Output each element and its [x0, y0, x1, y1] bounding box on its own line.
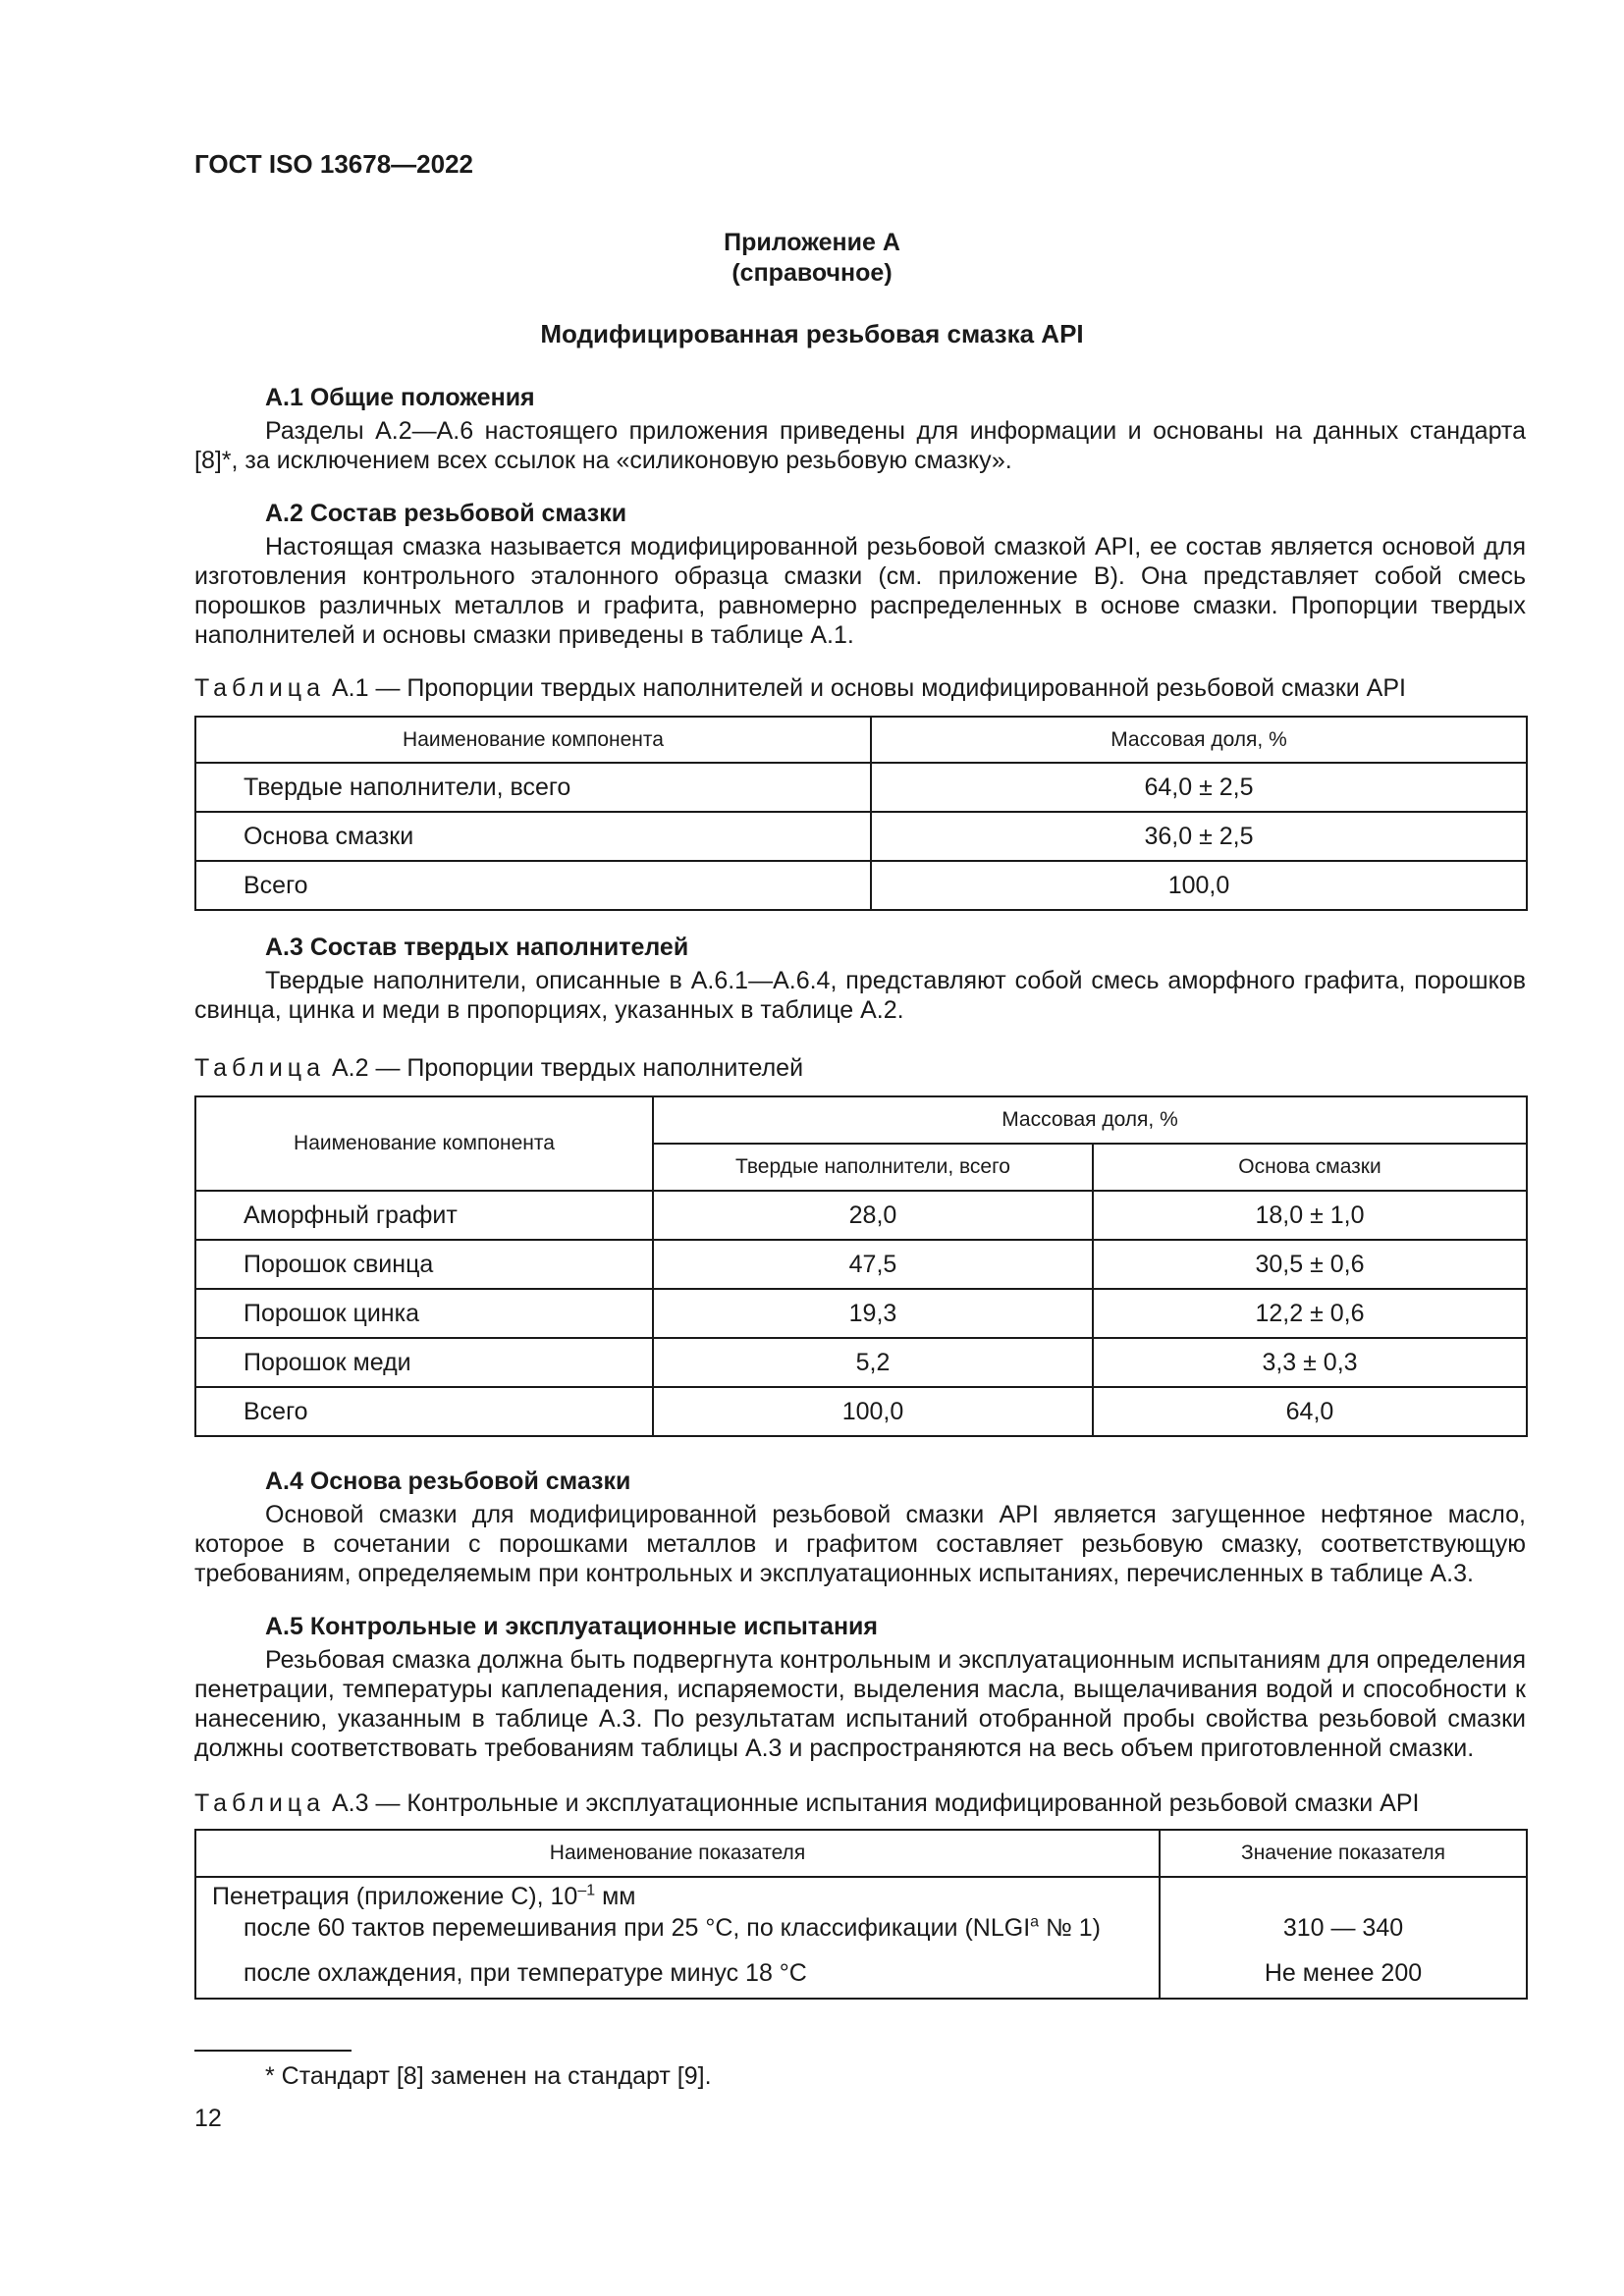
section-a5-text: Резьбовая смазка должна быть подвергнута контрольным и эксплуатационным испытаниям для определения пенетрации, температуры каплепадения, испаряемости, выделения масла, выщелачивания водой и способности к нанесению, указанным в таблице А.3. По результатам испытаний отобранной пробы свойства резьбовой смазки должны соответствовать требованиям таблицы А.3 и распространяются на весь объем приготовленной смазки. [194, 1646, 1526, 1762]
annex-status: (справочное) [731, 259, 893, 287]
table-row [195, 812, 1527, 861]
section-a2-text: Настоящая смазка называется модифицированной резьбовой смазкой API, ее состав является основой для изготовления контрольного эталонного образца смазки (см. приложение В). Она представляет собой смесь порошков различных металлов и графита, равномерно распределенных в основе смазки. Пропорции твердых наполнителей и основы смазки приведены в таблице А.1. [194, 533, 1526, 649]
table-row [195, 1338, 1527, 1387]
table-a1 [194, 716, 1528, 911]
table-a3-caption: Таблица А.3 — Контрольные и эксплуатационные испытания модифицированной резьбовой смазки API [194, 1789, 1420, 1817]
section-a3-text: Твердые наполнители, описанные в А.6.1—А.6.4, представляют собой смесь аморфного графита, порошков свинца, цинка и меди в пропорциях, указанных в таблице А.2. [194, 967, 1526, 1024]
table-a1-caption: Таблица А.1 — Пропорции твердых наполнителей и основы модифицированной резьбовой смазки API [194, 674, 1406, 702]
table-cell: Аморфный графит [195, 1191, 653, 1240]
section-a3-heading: А.3 Состав твердых наполнителей [265, 934, 689, 961]
table-a3 [194, 1829, 1528, 2000]
section-a4-text: Основой смазки для модифицированной резьбовой смазки API является загущенное нефтяное масло, которое в сочетании с порошками металлов и графитом составляет резьбовую смазку, соответствующую требованиям, определяемым при контрольных и эксплуатационных испытаниях, перечисленных в таблице А.3. [194, 1501, 1526, 1587]
section-a3 [194, 933, 1526, 1025]
column-header: Наименование компонента [195, 717, 871, 763]
table-row [195, 1289, 1527, 1338]
table-cell: 64,0 [1093, 1387, 1527, 1436]
table-cell: Твердые наполнители, всего [195, 763, 871, 812]
column-header: Наименование показателя [195, 1830, 1160, 1877]
table-cell: Порошок цинка [195, 1289, 653, 1338]
table-row [195, 861, 1527, 910]
section-a4 [194, 1467, 1526, 1588]
table-a2 [194, 1095, 1528, 1437]
penetration-value-2: Не менее 200 [1264, 1959, 1423, 1987]
table-cell: 100,0 [653, 1387, 1093, 1436]
table-row [195, 763, 1527, 812]
table-row [195, 1877, 1527, 1999]
table-cell: 3,3 ± 0,3 [1093, 1338, 1527, 1387]
table-a2-caption: Таблица А.2 — Пропорции твердых наполнителей [194, 1054, 804, 1082]
table-cell-indicator [195, 1877, 1160, 1999]
table-cell: Основа смазки [195, 812, 871, 861]
column-header: Значение показателя [1160, 1830, 1527, 1877]
column-header: Массовая доля, % [871, 717, 1527, 763]
page-number: 12 [194, 2105, 222, 2132]
annex-heading [0, 228, 1624, 289]
section-a2 [194, 499, 1526, 650]
table-cell: 64,0 ± 2,5 [871, 763, 1527, 812]
document-code: ГОСТ ISO 13678—2022 [194, 149, 474, 179]
annex-title: Модифицированная резьбовая смазка API [540, 319, 1084, 348]
table-header-row [195, 1096, 1527, 1144]
penetration-condition-2: после охлаждения, при температуре минус 18 °С [244, 1959, 807, 1987]
section-a1-text: Разделы А.2—А.6 настоящего приложения приведены для информации и основаны на данных стандарта [8]*, за исключением всех ссылок на «силиконовую резьбовую смазку». [194, 417, 1526, 474]
table-cell: Порошок меди [195, 1338, 653, 1387]
table-cell: 30,5 ± 0,6 [1093, 1240, 1527, 1289]
table-cell: Всего [195, 861, 871, 910]
table-cell: 5,2 [653, 1338, 1093, 1387]
table-cell: 47,5 [653, 1240, 1093, 1289]
section-a5-heading: А.5 Контрольные и эксплуатационные испытания [265, 1613, 879, 1640]
table-header-row [195, 717, 1527, 763]
table-cell: Порошок свинца [195, 1240, 653, 1289]
table-row [195, 1191, 1527, 1240]
table-row [195, 1387, 1527, 1436]
table-cell: 28,0 [653, 1191, 1093, 1240]
penetration-value-1: 310 — 340 [1282, 1914, 1404, 1942]
column-header: Наименование компонента [195, 1096, 653, 1191]
section-a5 [194, 1612, 1526, 1763]
column-header: Твердые наполнители, всего [653, 1144, 1093, 1191]
table-cell: 36,0 ± 2,5 [871, 812, 1527, 861]
table-header-row [195, 1830, 1527, 1877]
footnote-divider [194, 2050, 352, 2052]
table-cell: 100,0 [871, 861, 1527, 910]
section-a1-heading: А.1 Общие положения [265, 384, 535, 411]
table-row [195, 1240, 1527, 1289]
table-cell: 19,3 [653, 1289, 1093, 1338]
penetration-title: Пенетрация (приложение С), $10^{-1}$ мм [212, 1882, 636, 1910]
section-a2-heading: А.2 Состав резьбовой смазки [265, 500, 627, 527]
table-cell: 18,0 ± 1,0 [1093, 1191, 1527, 1240]
section-a1 [194, 383, 1526, 475]
table-cell: 12,2 ± 0,6 [1093, 1289, 1527, 1338]
column-group-header: Массовая доля, % [653, 1096, 1527, 1144]
column-header: Основа смазки [1093, 1144, 1527, 1191]
section-a4-heading: А.4 Основа резьбовой смазки [265, 1468, 631, 1495]
footnote: * Стандарт [8] заменен на стандарт [9]. [265, 2062, 712, 2090]
table-cell-value [1160, 1877, 1527, 1999]
table-cell: Всего [195, 1387, 653, 1436]
annex-label: Приложение А [724, 229, 900, 256]
penetration-condition-1: после 60 тактов перемешивания при 25 °С, по классификации (NLGI$^a$ № 1) [244, 1913, 1102, 1942]
